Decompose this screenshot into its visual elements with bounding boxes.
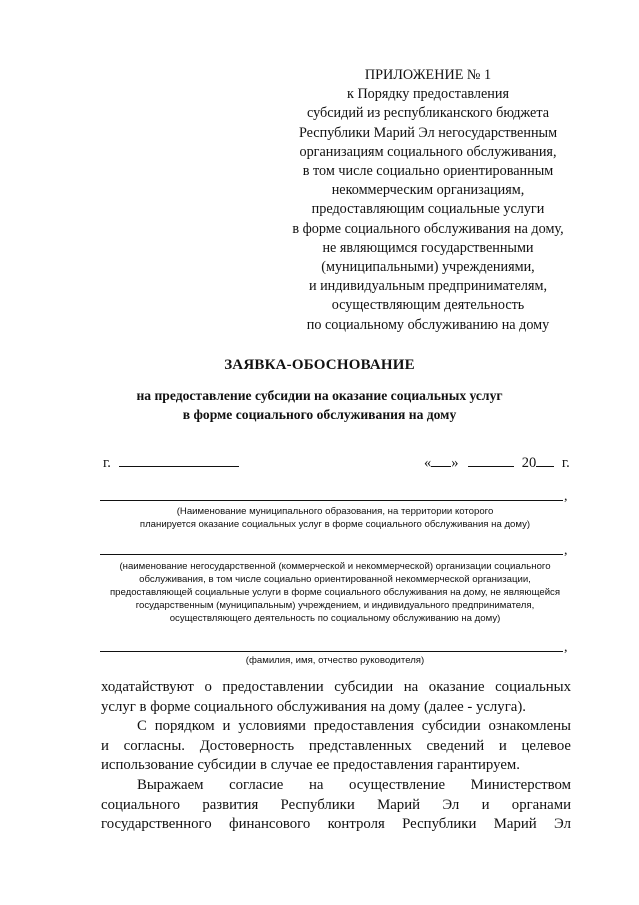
appendix-line: ПРИЛОЖЕНИЕ № 1	[364, 67, 492, 83]
paragraph-petition	[101, 678, 571, 717]
text-line: государственного финансового контроля Республики Марий Эл	[101, 816, 571, 833]
municipality-line[interactable]	[100, 500, 563, 501]
text-line: ходатайствуют о предоставлении субсидии на оказание социальных	[101, 679, 571, 695]
appendix-line: (муниципальными) учреждениями,	[321, 259, 535, 276]
caption-line: обслуживания, в том числе социально ориентированной некоммерческой организации,	[139, 574, 531, 585]
comma: ,	[564, 489, 568, 504]
appendix-line: по социальному обслуживанию на дому	[306, 316, 550, 333]
document-title: ЗАЯВКА-ОБОСНОВАНИЕ	[224, 357, 415, 373]
year-suffix: г.	[561, 455, 570, 471]
caption-line: планируется оказание социальных услуг в форме социального обслуживания на дому)	[139, 519, 531, 530]
municipality-caption	[100, 505, 570, 531]
body-text	[101, 678, 571, 835]
subtitle-line: в форме социального обслуживания на дому	[182, 407, 457, 422]
appendix-line: предоставляющим социальные услуги	[311, 201, 545, 218]
caption-line: государственным (муниципальным) учреждением, и индивидуального предпринимателя,	[135, 600, 535, 611]
city-field	[103, 454, 239, 472]
month-blank[interactable]	[468, 454, 514, 467]
appendix-line: субсидий из республиканского бюджета	[306, 105, 550, 122]
appendix-line: некоммерческим организациям,	[331, 182, 525, 199]
text-line: социального развития Республики Марий Эл и органами	[101, 796, 571, 813]
subtitle-line: на предоставление субсидии на оказание социальных услуг	[136, 388, 503, 403]
text-line: услуг в форме социального обслуживания на дому (далее - услуга).	[101, 698, 526, 715]
paragraph-consent	[101, 776, 571, 835]
paragraph-acknowledgement	[101, 717, 571, 776]
caption-line: (наименование негосударственной (коммерческой и некоммерческой) организации социального	[119, 561, 551, 572]
caption-line: (фамилия, имя, отчество руководителя)	[245, 655, 425, 666]
appendix-line: организациям социального обслуживания,	[299, 143, 557, 160]
caption-line: осуществляющего деятельность по социальному обслуживанию на дому)	[169, 613, 501, 624]
appendix-line: в форме социального обслуживания на дому,	[292, 220, 564, 237]
organization-line[interactable]	[100, 554, 563, 555]
appendix-line: в том числе социально ориентированным	[302, 163, 554, 180]
appendix-line: не являющимся государственными	[322, 239, 534, 256]
text-line: и согласны. Достоверность представленных сведений и целевое	[101, 737, 571, 754]
year-prefix: 20	[521, 455, 537, 471]
appendix-line: и индивидуальным предпринимателям,	[308, 278, 548, 295]
comma: ,	[564, 543, 568, 558]
document-subtitle	[0, 386, 639, 424]
organization-caption	[100, 560, 570, 625]
comma: ,	[564, 640, 568, 655]
day-close-quote: »	[451, 455, 459, 471]
appendix-line: к Порядку предоставления	[347, 86, 509, 103]
text-line: Выражаем согласие на осуществление Министерством	[137, 776, 571, 793]
head-name-line[interactable]	[100, 651, 563, 652]
day-open-quote: «	[424, 455, 432, 471]
appendix-header	[262, 66, 594, 335]
city-blank[interactable]	[119, 454, 239, 467]
appendix-line: осуществляющим деятельность	[331, 297, 525, 314]
head-name-caption	[100, 654, 570, 667]
text-line: С порядком и условиями предоставления субсидии ознакомлены	[137, 718, 571, 735]
appendix-line: Республики Марий Эл негосударственным	[298, 124, 558, 141]
caption-line: предоставляющей социальные услуги в форме социального обслуживания на дому, не являющейся	[109, 587, 561, 598]
city-prefix: г.	[103, 455, 111, 471]
caption-line: (Наименование муниципального образования, на территории которого	[176, 506, 494, 517]
text-line: использование субсидии в случае ее предоставления гарантируем.	[101, 757, 520, 774]
day-blank[interactable]	[431, 454, 451, 467]
year-blank[interactable]	[536, 454, 554, 467]
date-field	[424, 454, 570, 472]
